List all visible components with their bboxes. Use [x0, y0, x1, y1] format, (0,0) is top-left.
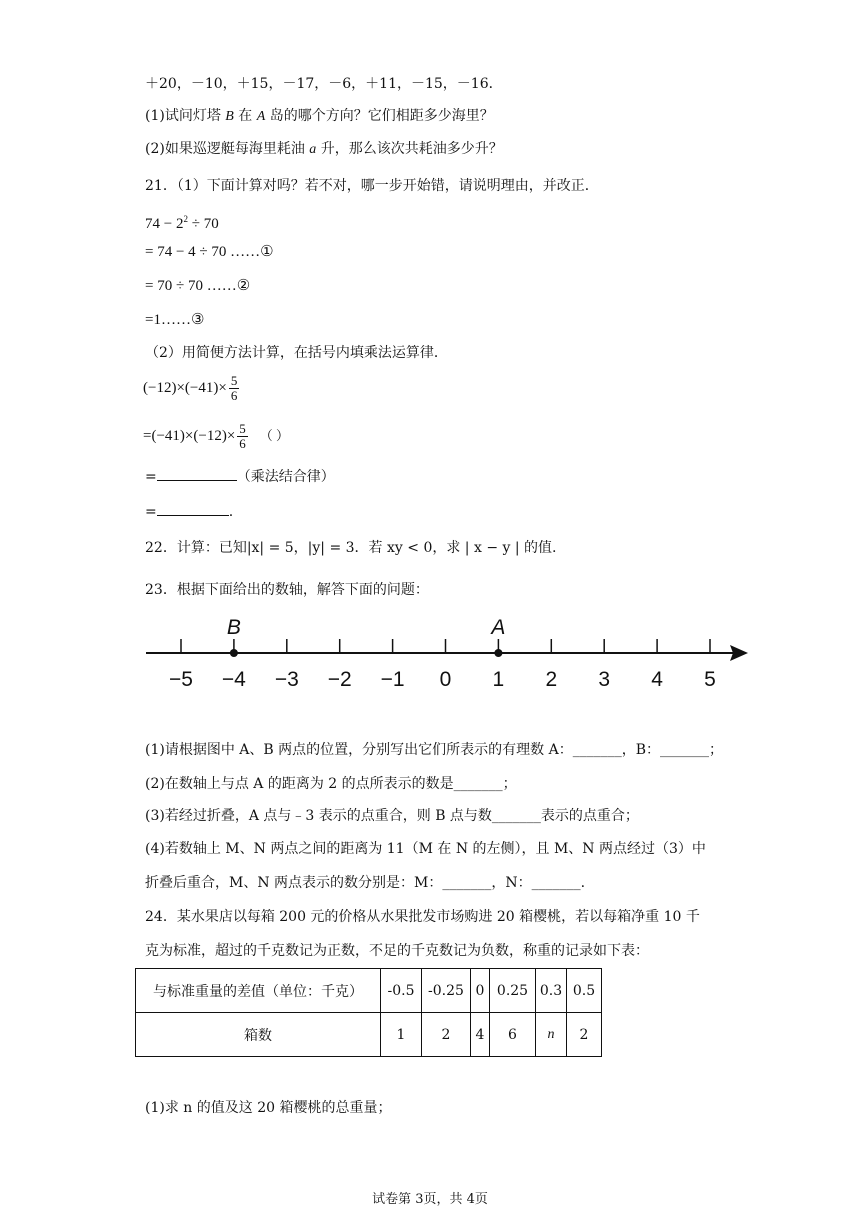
text: 升，那么该次共耗油多少升？	[316, 141, 503, 157]
equals: =	[145, 504, 157, 520]
q21-expression-0	[145, 209, 219, 234]
numerator: 5	[239, 421, 246, 437]
table-row	[136, 1013, 602, 1057]
question-23-part-1: (1)请根据图中 A、B 两点的位置，分别写出它们所表示的有理数 A：_______，B：_______；	[145, 742, 723, 758]
q21-blank-line-2	[145, 501, 233, 522]
question-23-part-3: (3)若经过折叠，A 点与﹣3 表示的点重合，则 B 点与数_______表示的点重合；	[145, 808, 639, 824]
tick-label: 4	[651, 668, 663, 691]
equals: =	[145, 469, 157, 485]
table-cell: -0.25	[422, 969, 471, 1013]
table-cell: 6	[490, 1013, 536, 1057]
tick-label: 1	[492, 668, 505, 691]
table-row	[136, 969, 602, 1013]
weight-table	[135, 968, 602, 1057]
text: （乘法结合律）	[236, 469, 335, 485]
q21-step-2: = 70 ÷ 70 ……②	[145, 278, 251, 294]
text: 在	[233, 108, 257, 124]
point-a-dot	[494, 649, 502, 657]
point-a-label: A	[491, 616, 506, 639]
text: (2)如果巡逻艇每海里耗油	[145, 141, 310, 157]
table-cell: 0	[471, 969, 490, 1013]
question-20-part-1	[145, 106, 494, 127]
expr: ÷ 70	[187, 216, 219, 232]
tick-label: 0	[439, 668, 452, 691]
tick-label: −3	[274, 668, 299, 691]
expr: =(−41)×(−12)×	[143, 428, 236, 444]
expr: (−12)×(−41)×	[143, 380, 227, 396]
table-cell: 2	[567, 1013, 602, 1057]
answer-blank	[157, 501, 229, 516]
expr: 74 − 2	[145, 216, 184, 232]
data-list-line: ＋20，－10，＋15，－17，－6，＋11，－15，－16．	[145, 76, 503, 92]
tick-label: −1	[380, 668, 405, 691]
denominator: 6	[230, 388, 238, 404]
answer-blank	[157, 466, 237, 481]
point-b-dot	[230, 649, 238, 657]
table-header-cell: 与标准重量的差值（单位：千克）	[136, 969, 381, 1013]
table-cell: n	[536, 1013, 567, 1057]
table-header-cell: 箱数	[136, 1013, 381, 1057]
question-22: 22．计算：已知|x| = 5，|y| = 3．若 xy < 0，求 | x − y | 的值.	[145, 540, 557, 556]
var-a: A	[256, 109, 266, 124]
numerator: 5	[230, 373, 238, 389]
tick-label: 3	[598, 668, 611, 691]
var-b: B	[225, 109, 234, 124]
q21-fraction-line-1	[143, 370, 241, 406]
tick-label: −4	[221, 668, 246, 691]
question-21-part-2: （2）用简便方法计算，在括号内填乘法运算律．	[145, 345, 448, 361]
point-b-label: B	[226, 616, 241, 639]
tick-label: −5	[169, 668, 193, 691]
table-cell: 2	[422, 1013, 471, 1057]
tick-label: 2	[545, 668, 558, 691]
number-line	[0, 605, 860, 705]
question-20-part-2	[145, 139, 503, 160]
exponent: 2	[183, 214, 188, 224]
fraction-5-6	[229, 374, 240, 403]
table-cell: 0.25	[490, 969, 536, 1013]
table-cell: 0.5	[567, 969, 602, 1013]
q21-fraction-line-2	[143, 418, 289, 454]
question-23: 23．根据下面给出的数轴，解答下面的问题：	[145, 582, 429, 598]
q21-step-3: =1……③	[145, 312, 205, 328]
question-24-line-2: 克为标准，超过的千克数记为正数，不足的千克数记为负数，称重的记录如下表：	[145, 943, 649, 959]
question-24-part-1: (1)求 n 的值及这 20 箱樱桃的总重量；	[145, 1100, 392, 1116]
law-paren-blank: （ ）	[259, 428, 290, 443]
question-23-part-2: (2)在数轴上与点 A 的距离为 2 的点所表示的数是_______；	[145, 776, 517, 792]
table-cell: -0.5	[381, 969, 422, 1013]
fraction-5-6	[237, 422, 248, 451]
table-cell: 4	[471, 1013, 490, 1057]
question-23-part-4-line-1: (4)若数轴上 M、N 两点之间的距离为 11（M 在 N 的左侧），且 M、N 两点经过（3）中	[145, 841, 706, 857]
tick-label: 5	[704, 668, 716, 691]
denominator: 6	[239, 436, 246, 452]
table-cell: 0.3	[536, 969, 567, 1013]
q21-step-1: = 74 − 4 ÷ 70 ……①	[145, 244, 274, 260]
page-footer: 试卷第 3页，共 4页	[372, 1192, 488, 1207]
question-21: 21．（1）下面计算对吗？若不对，哪一步开始错，请说明理由，并改正．	[145, 178, 599, 194]
q21-blank-line-1	[145, 466, 335, 487]
text: (1)试问灯塔	[145, 108, 226, 124]
var-a: a	[309, 142, 317, 157]
text: .	[228, 504, 234, 520]
question-24-line-1: 24．某水果店以每箱 200 元的价格从水果批发市场购进 20 箱樱桃，若以每箱净重 10 千	[145, 909, 700, 925]
tick-label: −2	[327, 668, 352, 691]
text: 岛的哪个方向？它们相距多少海里？	[265, 108, 494, 124]
question-23-part-4-line-2: 折叠后重合，M、N 两点表示的数分别是：M：_______，N：_______.	[145, 875, 586, 891]
table-cell: 1	[381, 1013, 422, 1057]
